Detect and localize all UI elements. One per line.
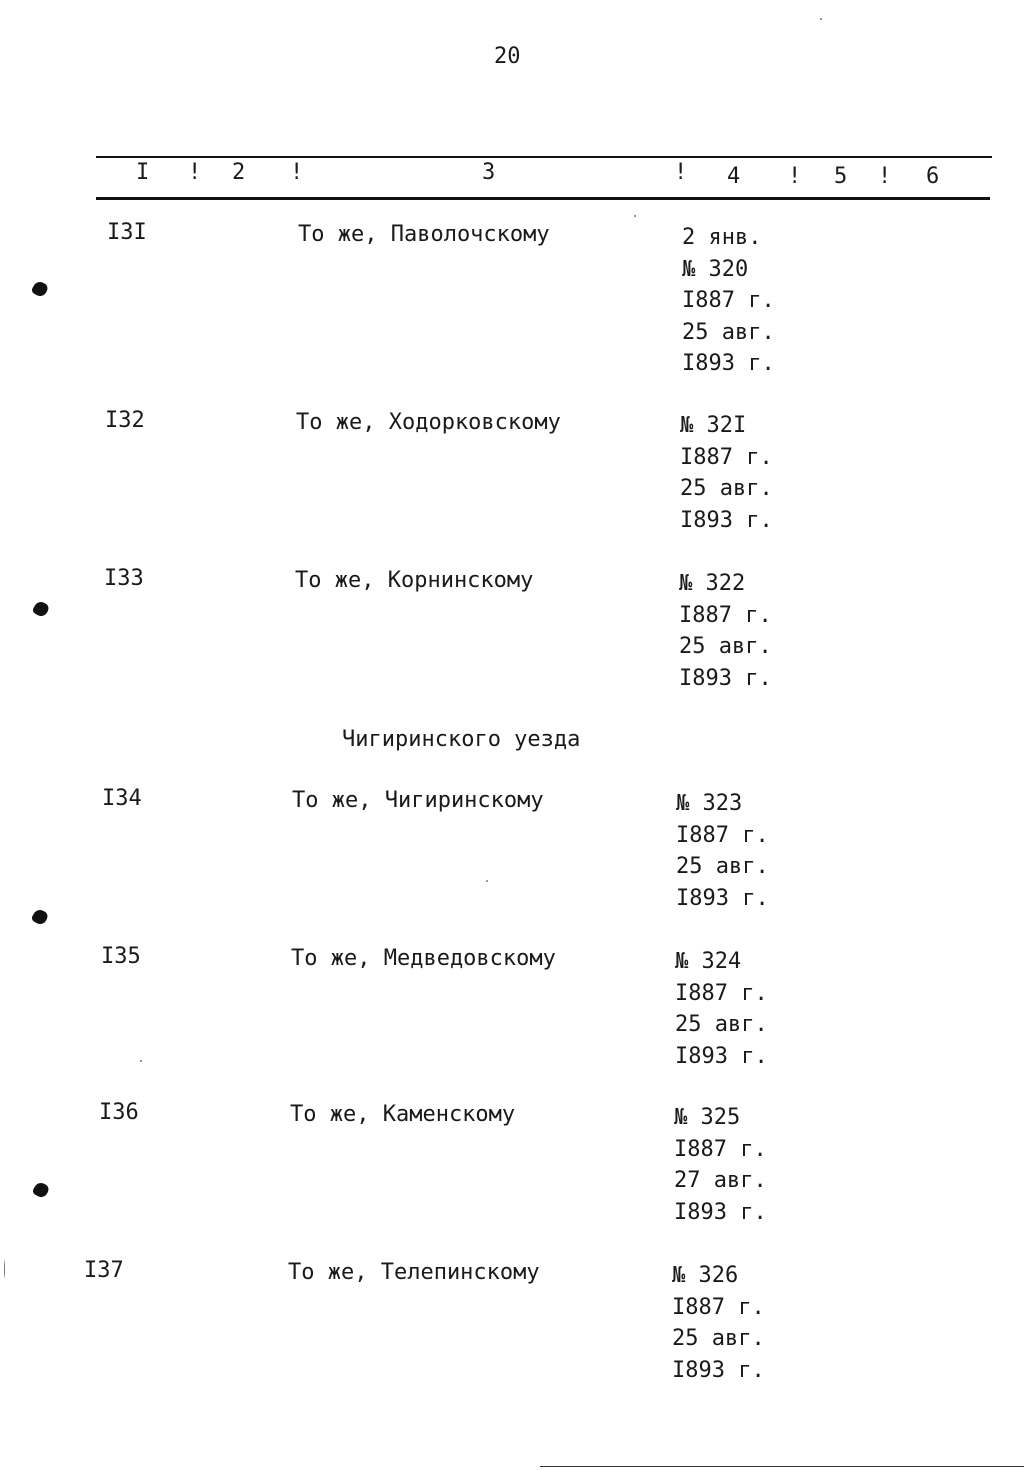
date-line: I893 г. [675,1043,768,1069]
section-heading: Чигиринского уезда [342,727,581,752]
row-number: I35 [101,944,141,969]
date-line: I887 г. [682,288,775,313]
row-dates [674,1102,767,1228]
row-number: I34 [102,786,142,811]
scan-speck [634,215,636,217]
date-line: I887 г. [675,980,768,1006]
row-title: То же, Корнинскому [295,568,534,593]
binder-hole-mark [30,279,49,298]
row-number: I36 [99,1100,139,1125]
date-line: № 322 [679,571,746,596]
date-line: № 324 [675,949,742,974]
date-line: I893 г. [674,1199,767,1225]
date-line: № 320 [682,256,749,282]
column-separator: ! [188,160,202,185]
header-bottom-rule [96,197,990,200]
row-dates [680,410,773,536]
row-dates [682,222,775,380]
date-line: I893 г. [672,1357,765,1383]
column-header-5: 5 [834,164,848,189]
date-line: I887 г. [680,444,773,470]
column-header-3: 3 [482,160,496,185]
column-separator: ! [878,164,892,189]
row-number: I32 [105,408,145,433]
row-title: То же, Ходорковскому [296,410,561,435]
header-top-rule [96,156,992,158]
date-line: I887 г. [674,1136,767,1162]
date-line: I887 г. [679,602,772,628]
column-header-2: 2 [232,160,246,185]
date-line: 2 янв. [682,225,762,250]
date-line: 25 авг. [672,1326,765,1351]
row-title: То же, Чигиринскому [292,788,544,813]
row-number: I37 [84,1258,124,1283]
row-title: То же, Телепинскому [288,1260,540,1285]
column-header-6: 6 [926,164,940,189]
scan-speck [820,18,822,20]
bottom-rule [540,1466,1024,1467]
date-line: 27 авг. [674,1168,767,1193]
binder-hole-mark [31,1180,50,1199]
date-line: I893 г. [676,885,769,911]
column-header-1: I [136,160,150,185]
date-line: 25 авг. [680,476,773,501]
date-line: 25 авг. [679,634,772,659]
row-dates [672,1260,765,1386]
date-line: I893 г. [680,507,773,533]
row-number: I3I [107,220,147,245]
date-line: 25 авг. [676,854,769,879]
date-line: I893 г. [682,351,775,376]
date-line: 25 авг. [682,319,775,345]
date-line: I887 г. [676,822,769,848]
scan-speck [4,1260,5,1278]
row-dates [675,946,768,1072]
date-line: № 326 [672,1263,739,1288]
date-line: № 325 [674,1105,741,1130]
column-separator: ! [290,160,304,185]
row-dates [676,788,769,914]
row-title: То же, Каменскому [290,1102,516,1127]
date-line: № 32I [680,413,747,438]
row-number: I33 [104,566,144,591]
row-title: То же, Паволочскому [298,222,550,247]
row-title: То же, Медведовскому [291,946,556,971]
scan-speck [486,880,488,882]
column-separator: ! [674,160,688,185]
row-dates [679,568,772,694]
date-line: 25 авг. [675,1012,768,1037]
date-line: I887 г. [672,1294,765,1320]
binder-hole-mark [30,907,49,926]
date-line: I893 г. [679,665,772,691]
column-separator: ! [788,164,802,189]
scan-speck [140,1060,142,1062]
column-header-4: 4 [727,164,741,189]
date-line: № 323 [676,791,743,816]
page-number: 20 [494,44,521,69]
binder-hole-mark [31,599,50,618]
